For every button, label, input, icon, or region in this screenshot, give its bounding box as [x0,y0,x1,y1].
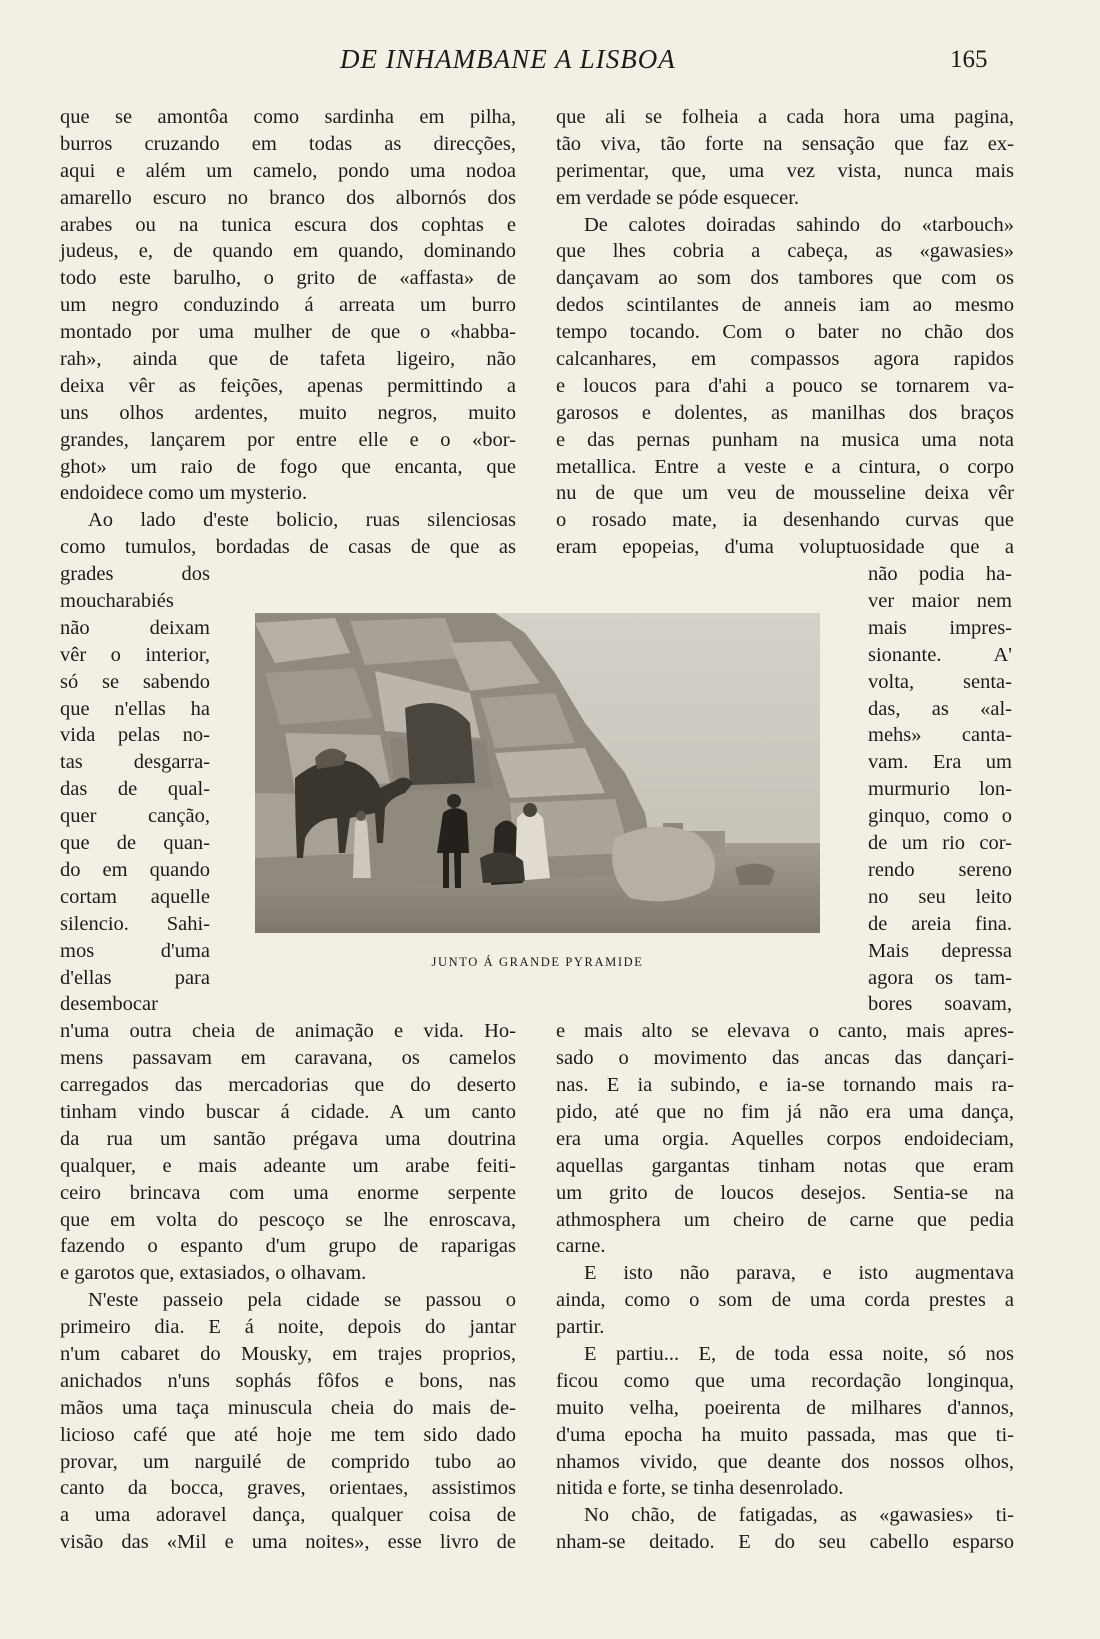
text-line: tas desgarra- [60,751,210,774]
text-line: nu de que um veu de mousseline deixa vêr [556,482,1014,505]
text-line: era uma orgia. Aquelles corpos endoideciam, [556,1127,1014,1150]
text-line: fazendo o espanto d'um grupo de raparigas [60,1235,516,1258]
text-line: deixa vêr as feições, apenas permittindo a [60,374,516,397]
text-line: partir. [556,1316,605,1339]
text-line: ginquo, como o [868,805,1012,828]
text-line: que n'ellas ha [60,697,210,720]
text-line: mãos uma taça minuscula cheia do mais de- [60,1396,516,1419]
text-line: a uma adoravel dança, qualquer coisa de [60,1504,516,1527]
text-line: mos d'uma [60,939,210,962]
text-line: montado por uma mulher de que o «habba- [60,321,516,344]
text-line: cortam aquelle [60,885,210,908]
text-line: não podia ha- [868,563,1012,586]
text-line: do em quando [60,858,210,881]
text-line: endoidece como um mysterio. [60,482,308,505]
text-line: no seu leito [868,885,1012,908]
text-line: rendo sereno [868,858,1012,881]
text-line: e das pernas punham na musica uma nota [556,428,1014,451]
text-line: aquellas gargantas tinham notas que eram [556,1154,1014,1177]
text-line: dançavam ao som dos tambores que com os [556,267,1014,290]
text-line: rah», ainda que de tafeta ligeiro, não [60,348,516,371]
text-line: garosos e dolentes, as manilhas dos braços [556,401,1014,424]
figure [255,613,820,969]
text-line: volta, senta- [868,670,1012,693]
text-line: que em volta do pescoço se lhe enroscava, [60,1208,516,1231]
text-line: tempo tocando. Com o bater no chão dos [556,321,1014,344]
text-line: qualquer, e mais adeante um arabe feiti- [60,1154,516,1177]
text-line: n'um cabaret do Mousky, em trajes proprios, [60,1342,516,1365]
text-line: aqui e além um camelo, pondo uma nodoa [60,159,516,182]
text-line: nhamos vivido, que deante dos nossos olhos, [556,1450,1014,1473]
text-line: que ali se folheia a cada hora uma pagina, [556,106,1014,128]
text-line: muito velha, poeirenta de milhares d'annos, [556,1396,1014,1419]
text-line: um grito de loucos desejos. Sentia-se na [556,1181,1014,1204]
text-line: E isto não parava, e isto augmentava [584,1262,1014,1285]
text-line: n'uma outra cheia de animação e vida. Ho- [60,1020,516,1043]
text-line: E partiu... E, de toda essa noite, só nos [584,1342,1014,1365]
text-line: nas. E ia subindo, e ia-se tornando mais ra- [556,1074,1014,1097]
text-line: sado o movimento das ancas das dançari- [556,1047,1014,1070]
text-line: como tumulos, bordadas de casas de que as [60,536,516,559]
text-line: mais impres- [868,616,1012,639]
text-line: No chão, de fatigadas, as «gawasies» ti- [584,1504,1014,1527]
text-line: d'uma epocha ha muito passada, mas que ti- [556,1423,1014,1446]
text-line: sionante. A' [868,643,1012,666]
text-line: agora os tam- [868,966,1012,989]
text-line: grades dos [60,563,210,586]
text-line: pido, até que no fim já não era uma dança, [556,1100,1014,1123]
text-line: das de qual- [60,778,210,801]
text-line: das, as «al- [868,697,1012,720]
text-line: uns olhos ardentes, muito negros, muito [60,401,516,424]
text-line: que lhes cobria a cabeça, as «gawasies» [556,240,1014,263]
text-line: bores soavam, [868,993,1012,1016]
text-line: não deixam [60,616,210,639]
text-line: calcanhares, em compassos agora rapidos [556,348,1014,371]
text-line: tinham vindo buscar á cidade. A um canto [60,1100,516,1123]
text-line: carne. [556,1235,606,1258]
text-line: licioso café que até hoje me tem sido dado [60,1423,516,1446]
text-line: que se amontôa como sardinha em pilha, [60,106,516,128]
text-line: ainda, como o som de uma corda prestes a [556,1289,1014,1312]
text-line: canto da bocca, graves, orientaes, assistimos [60,1477,516,1500]
text-line: arabes ou na tunica escura dos cophtas e [60,213,516,236]
text-line: nitida e forte, se tinha desenrolado. [556,1477,844,1500]
text-line: primeiro dia. E á noite, depois do jantar [60,1316,516,1339]
text-line: e mais alto se elevava o canto, mais apres- [556,1020,1014,1043]
text-line: mens passavam em caravana, os camelos [60,1047,516,1070]
text-line: silencio. Sahi- [60,912,210,935]
text-line: visão das «Mil e uma noites», esse livro de [60,1531,516,1554]
text-line: grandes, lançarem por entre elle e o «bor- [60,428,516,451]
text-line: e loucos para d'ahi a pouco se tornarem va- [556,374,1014,397]
text-line: ver maior nem [868,590,1012,613]
text-line: o rosado mate, ia desenhando curvas que [556,509,1014,532]
text-line: moucharabiés [60,590,174,613]
text-line: dedos scintilantes de anneis iam ao mesmo [556,294,1014,317]
text-line: vam. Era um [868,751,1012,774]
text-line: de um rio cor- [868,832,1012,855]
text-line: ceiro brincava com uma enorme serpente [60,1181,516,1204]
pyramid-scene-illustration [255,613,820,933]
text-line: metallica. Entre a veste e a cintura, o corpo [556,455,1014,478]
text-line: judeus, e, de quando em quando, dominando [60,240,516,263]
text-line: carregados das mercadorias que do deserto [60,1074,516,1097]
text-line: desembocar [60,993,158,1016]
text-line: anichados n'uns sophás fôfos e bons, nas [60,1369,516,1392]
text-line: que de quan- [60,832,210,855]
text-line: vêr o interior, [60,643,210,666]
text-line: N'este passeio pela cidade se passou o [88,1289,516,1312]
text-line: e garotos que, extasiados, o olhavam. [60,1262,367,1285]
text-line: ghot» um raio de fogo que encanta, que [60,455,516,478]
text-line: tão viva, tão forte na sensação que faz ex- [556,132,1014,155]
text-line: um negro conduzindo á arreata um burro [60,294,516,317]
text-line: athmosphera um cheiro de carne que pedia [556,1208,1014,1231]
text-line: provar, um narguilé de comprido tubo ao [60,1450,516,1473]
running-head: DE INHAMBANE A LISBOA [340,44,676,74]
page-number: 165 [950,46,988,73]
text-line: só se sabendo [60,670,210,693]
text-line: perimentar, que, uma vez vista, nunca mais [556,159,1014,182]
text-line: em verdade se póde esquecer. [556,186,800,209]
text-line: d'ellas para [60,966,210,989]
text-line: quer canção, [60,805,210,828]
text-line: eram epopeias, d'uma voluptuosidade que a [556,536,1014,559]
text-line: Mais depressa [868,939,1012,962]
text-line: ficou como que uma recordação longinqua, [556,1369,1014,1392]
text-line: Ao lado d'este bolicio, ruas silenciosas [88,509,516,532]
text-line: murmurio lon- [868,778,1012,801]
text-line: de areia fina. [868,912,1012,935]
text-line: burros cruzando em todas as direcções, [60,132,516,155]
text-line: nham-se deitado. E do seu cabello esparso [556,1531,1014,1554]
text-line: amarello escuro no branco dos albornós dos [60,186,516,209]
text-line: todo este barulho, o grito de «affasta» de [60,267,516,290]
figure-caption: JUNTO Á GRANDE PYRAMIDE [431,955,644,969]
text-line: De calotes doiradas sahindo do «tarbouch» [584,213,1014,236]
text-line: mehs» canta- [868,724,1012,747]
text-line: da rua um santão prégava uma doutrina [60,1127,516,1150]
text-line: vida pelas no- [60,724,210,747]
